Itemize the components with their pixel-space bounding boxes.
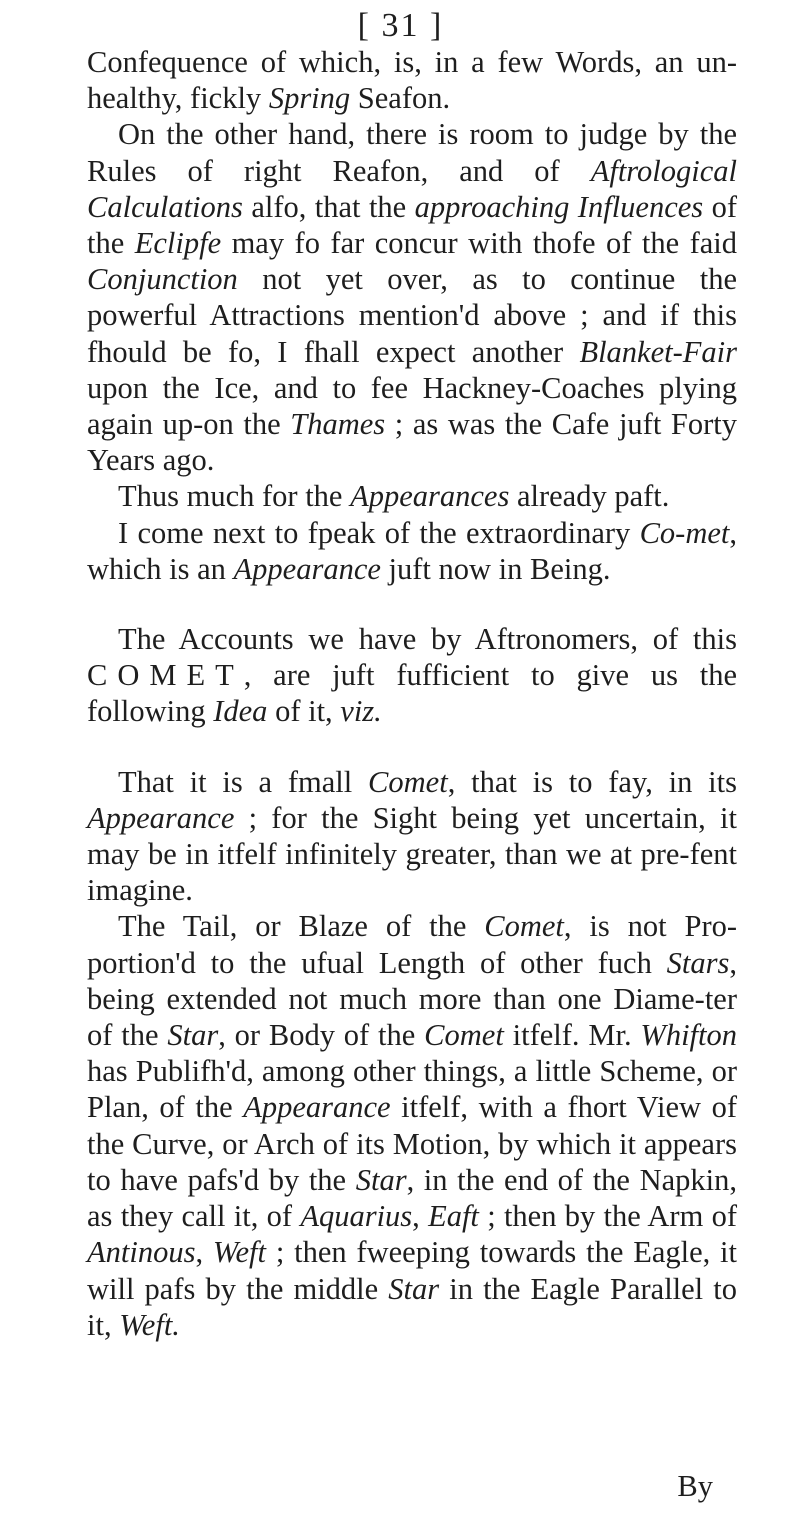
- text-run: Seafon.: [350, 81, 451, 116]
- text-run: , in the end of the Napkin, as they call it, of: [87, 1162, 737, 1234]
- text-run: I come next to fpeak of the extraordinary: [118, 515, 640, 550]
- text-run: upon the Ice, and to fee Hackney-Coaches plying again up-on the: [87, 370, 737, 442]
- italic-run: Aquarius: [300, 1199, 413, 1234]
- italic-run: Star: [388, 1271, 440, 1306]
- text-run: juft now in Being.: [380, 551, 611, 586]
- italic-run: Eaft: [428, 1199, 479, 1234]
- italic-run: approaching Influences: [414, 189, 704, 224]
- italic-run: Thames: [290, 407, 386, 442]
- text-run: has Publifh'd, among other things, a little Scheme, or Plan, of the: [87, 1054, 737, 1125]
- paragraph: [87, 116, 737, 478]
- small-caps-run: COMET: [87, 658, 244, 693]
- italic-run: Weft.: [119, 1307, 180, 1342]
- paragraph: [87, 908, 737, 1342]
- text-run: may fo far concur with thofe of the faid: [221, 226, 738, 261]
- italic-run: Blanket-Fair: [579, 334, 737, 369]
- text-run: , that is to fay, in its: [447, 764, 737, 799]
- text-run: The Accounts we have by Aftronomers, of this: [118, 622, 737, 657]
- text-run: itfelf. Mr.: [503, 1018, 641, 1053]
- paragraph: [87, 764, 737, 909]
- italic-run: Star: [167, 1018, 219, 1053]
- text-run: itfelf, with a fhort View of the Curve, or Arch of its Motion, by which it appears to have pafs'd by the: [87, 1090, 737, 1197]
- italic-run: Conjunction: [87, 262, 238, 297]
- italic-run: Comet: [424, 1018, 504, 1053]
- text-run: That it is a fmall: [118, 764, 369, 799]
- italic-run: Appearance: [243, 1090, 391, 1125]
- italic-run: Stars: [666, 945, 730, 980]
- italic-run: Idea: [213, 694, 268, 729]
- catch-line: [0, 1466, 801, 1506]
- text-run: ; as was the Cafe juft Forty Years ago.: [87, 407, 737, 478]
- text-run: ; then by the Arm of: [478, 1199, 737, 1234]
- text-run: of it,: [267, 694, 341, 729]
- italic-run: Spring: [268, 81, 351, 116]
- text-run: not yet over, as to continue the powerful Attractions mention'd above ; and if this fhould be fo, I fhall expect another: [87, 262, 737, 369]
- paragraph: [87, 44, 737, 116]
- text-run: of the: [87, 189, 737, 261]
- text-run: Thus much for the: [118, 479, 351, 514]
- italic-run: Eclipfe: [134, 226, 222, 261]
- text-run: alfo, that the: [242, 189, 415, 224]
- text-run: On the other hand, there is room to judge by the Rules of right Reafon, and of: [87, 117, 737, 188]
- italic-run: Comet: [484, 909, 564, 944]
- text-run: ,: [412, 1199, 429, 1234]
- page-number: [ 31 ]: [357, 7, 444, 44]
- italic-run: Whifton: [640, 1018, 738, 1053]
- italic-run: Comet: [368, 764, 448, 799]
- italic-run: Antinous: [87, 1235, 196, 1270]
- text-run: The Tail, or Blaze of the: [118, 909, 485, 944]
- text-run: in the Eagle Parallel to it,: [87, 1271, 737, 1342]
- paragraph: [87, 478, 737, 514]
- text-run: , or Body of the: [218, 1018, 425, 1053]
- paragraph: [87, 515, 737, 587]
- text-run: already paft.: [509, 479, 670, 514]
- body-text: [87, 44, 737, 1343]
- text-run: ,: [195, 1235, 213, 1270]
- paragraph: [87, 621, 737, 730]
- text-run: ; for the Sight being yet uncertain, it may be in itfelf infinitely greater, than we at pre-fent imagine.: [87, 800, 737, 908]
- italic-run: Co-met: [639, 515, 730, 550]
- text-run: Confequence of which, is, in a few Words, an un-healthy, fickly: [87, 45, 737, 116]
- italic-run: viz.: [340, 694, 382, 729]
- text-run: , which is an: [87, 515, 737, 586]
- text-run: , are juft fufficient to give us the following: [87, 658, 737, 729]
- catchword: By: [677, 1469, 713, 1503]
- text-run: , being extended not much more than one Diame-ter of the: [87, 945, 737, 1053]
- italic-run: Appearance: [233, 551, 381, 586]
- text-run: , is not Pro-portion'd to the ufual Length of other fuch: [87, 909, 738, 980]
- italic-run: Aftrological Calculations: [87, 153, 737, 224]
- text-run: ; then fweeping towards the Eagle, it will pafs by the middle: [87, 1235, 738, 1306]
- italic-run: Appearances: [350, 479, 510, 514]
- italic-run: Weft: [212, 1235, 266, 1270]
- italic-run: Appearance: [87, 800, 235, 835]
- italic-run: Star: [355, 1162, 407, 1197]
